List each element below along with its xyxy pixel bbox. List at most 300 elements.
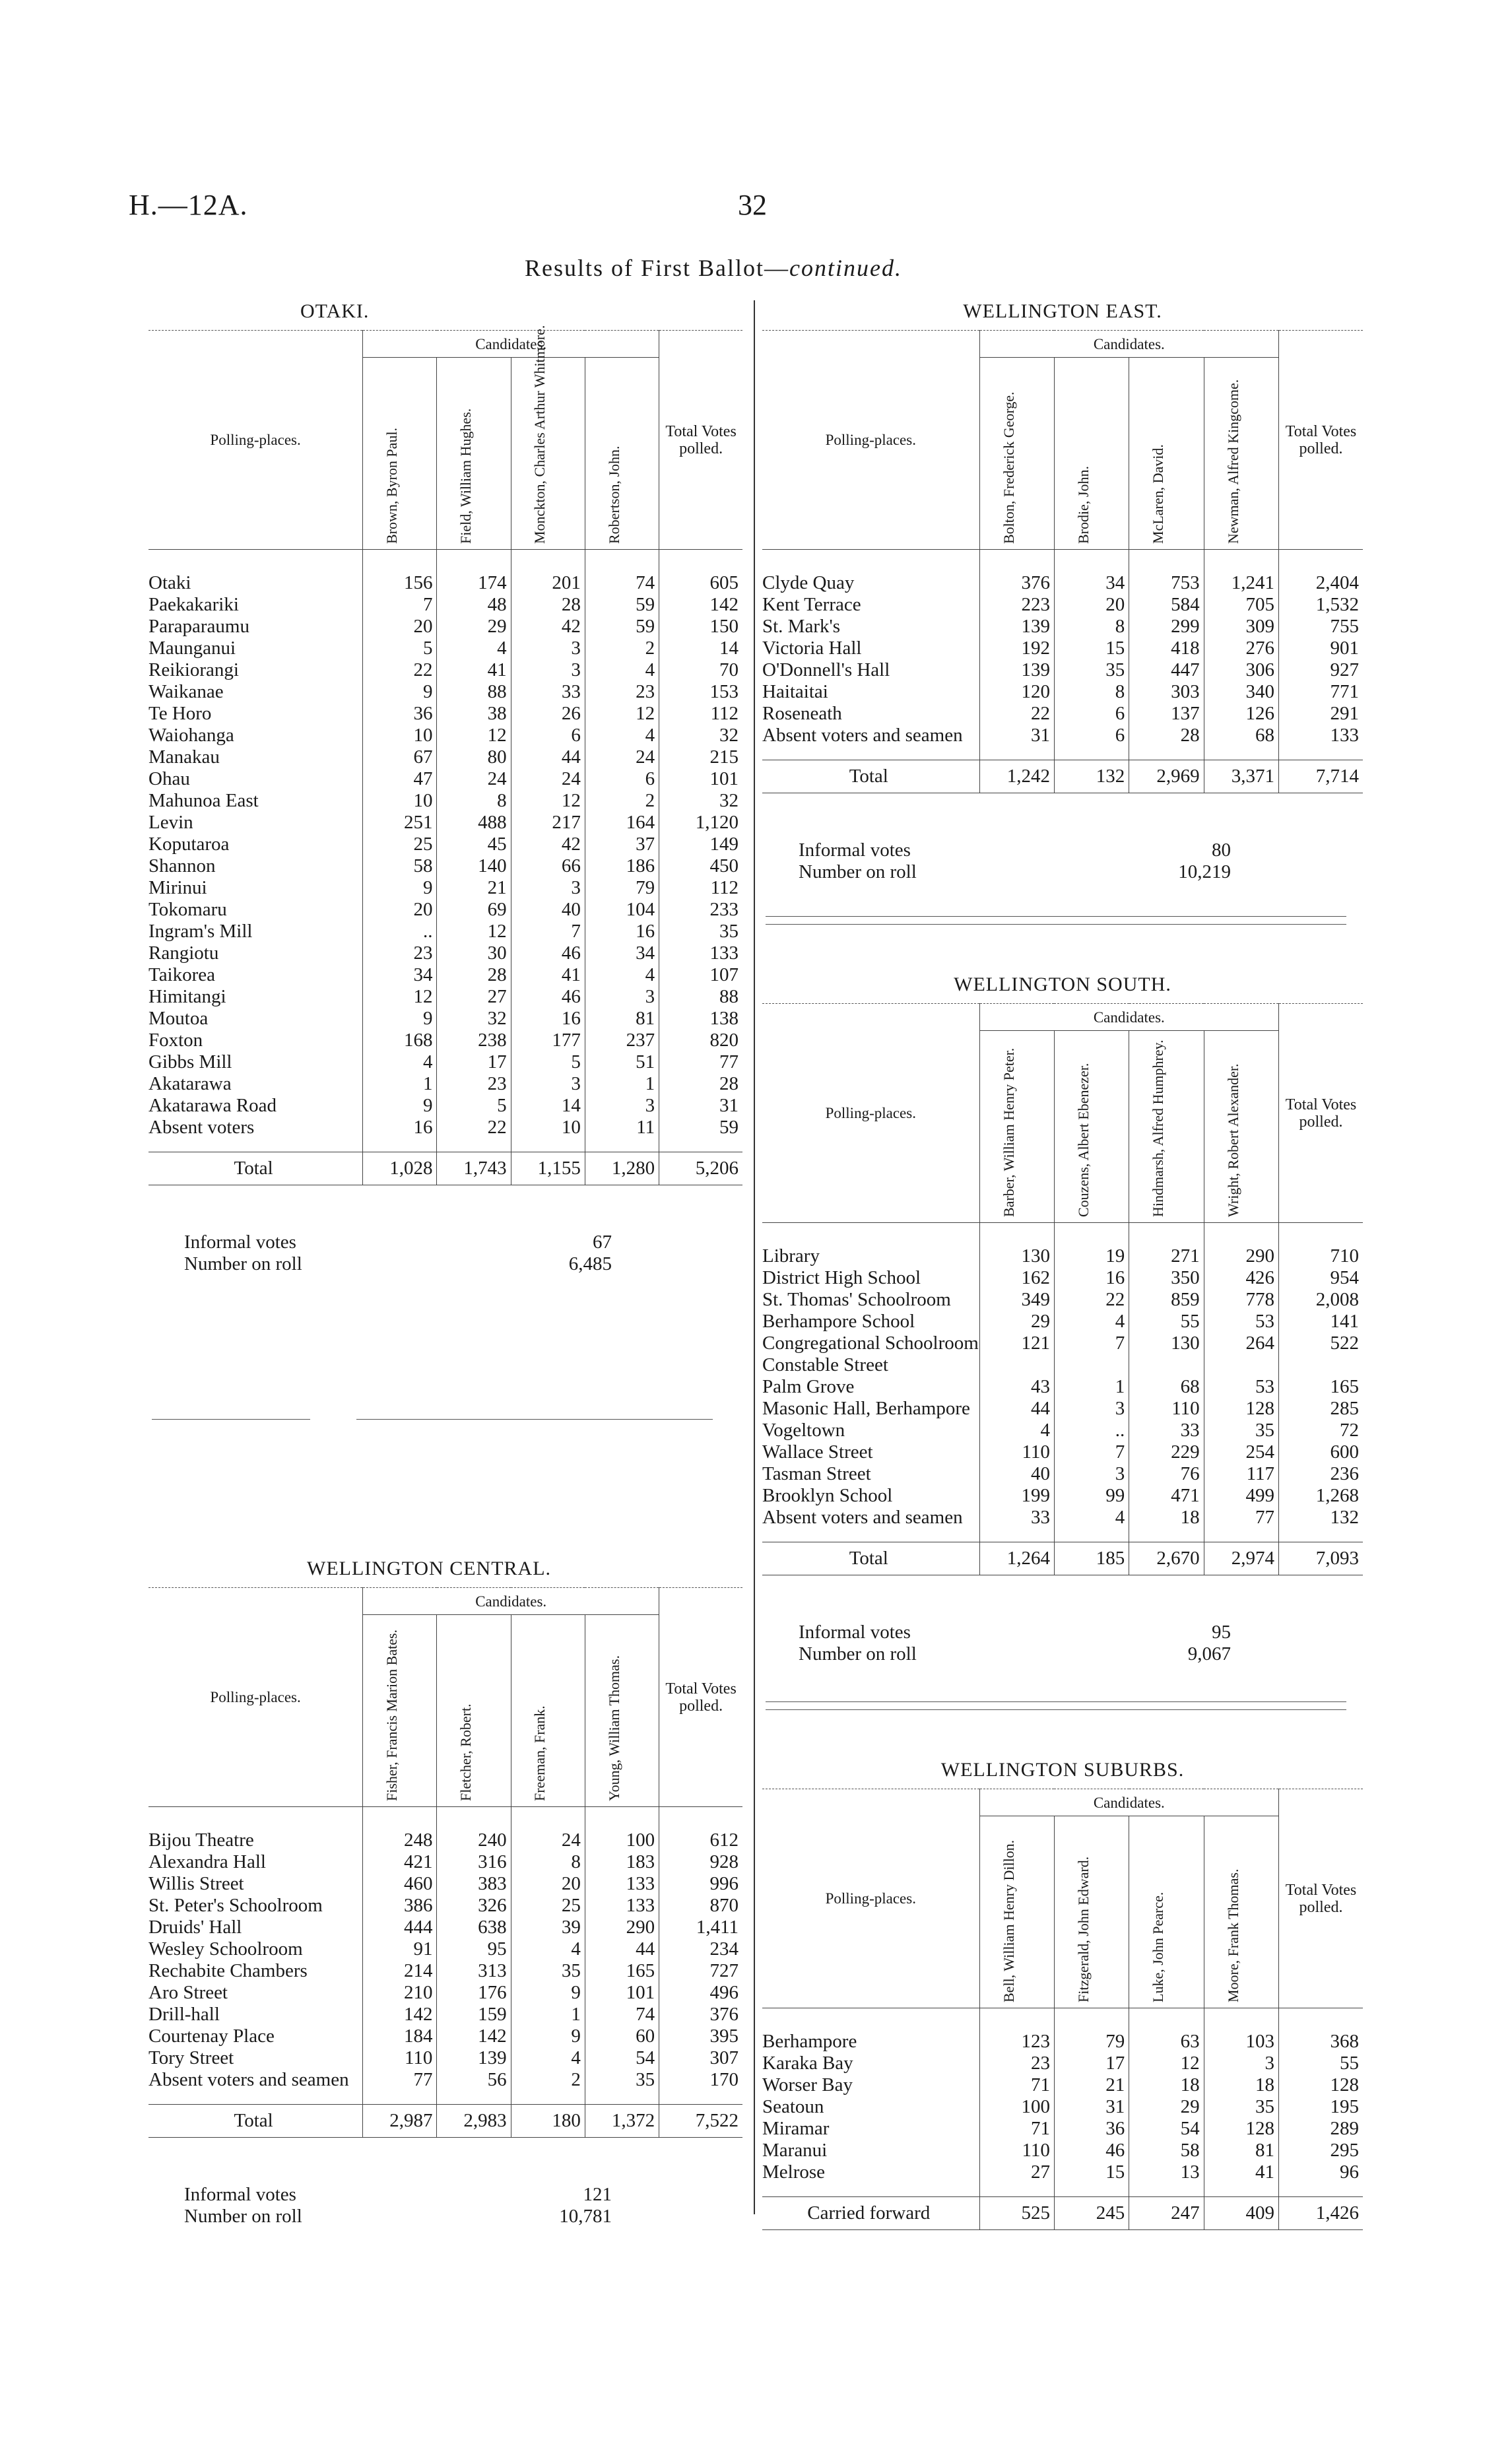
candidate-name: Barber, William Henry Peter.	[979, 1031, 1054, 1223]
vote-count: 1	[511, 2004, 585, 2026]
vote-count: 418	[1129, 638, 1204, 659]
vote-count: 44	[585, 1938, 659, 1960]
candidate-name: Bolton, Frederick George.	[979, 358, 1054, 550]
candidate-name: Fletcher, Robert.	[437, 1615, 511, 1807]
vote-count: 18	[1204, 2074, 1278, 2096]
vote-count: 16	[511, 1008, 585, 1030]
vote-count: 2	[585, 790, 659, 812]
vote-count: 23	[363, 942, 437, 964]
vote-count: 499	[1204, 1485, 1278, 1507]
vote-count: 51	[585, 1051, 659, 1073]
polling-place: Wallace Street	[762, 1441, 873, 1463]
vote-count: 117	[1204, 1463, 1278, 1485]
table-row	[762, 572, 1363, 594]
vote-count: 2	[511, 2069, 585, 2091]
row-total: 291	[1279, 703, 1363, 725]
wellington-east-table	[762, 330, 1363, 793]
candidate-total: 2,983	[437, 2105, 511, 2138]
polling-place: Ohau	[148, 768, 190, 789]
vote-count: 9	[511, 2026, 585, 2047]
vote-count: 36	[1054, 2118, 1129, 2140]
vote-count: 753	[1129, 572, 1204, 594]
candidates-header: Candidates.	[979, 1789, 1278, 1816]
vote-count: 8	[511, 1851, 585, 1873]
page-subtitle: Results of First Ballot—continued.	[525, 255, 902, 281]
vote-count: 9	[511, 1982, 585, 2004]
vote-count: 9	[363, 681, 437, 703]
table-row	[148, 1917, 742, 1938]
vote-count: 9	[363, 1095, 437, 1117]
vote-count: 6	[1054, 703, 1129, 725]
polling-place: Seatoun	[762, 2096, 824, 2117]
polling-place: Te Horo	[148, 703, 212, 724]
vote-count: 58	[363, 855, 437, 877]
vote-count: 3	[1054, 1463, 1129, 1485]
vote-count: 159	[437, 2004, 511, 2026]
vote-count: 165	[585, 1960, 659, 1982]
vote-count: 81	[585, 1008, 659, 1030]
row-total: 112	[659, 703, 742, 725]
electorate-title: WELLINGTON SUBURBS.	[940, 1759, 1185, 1781]
vote-count: 56	[437, 2069, 511, 2091]
candidate-total: 409	[1204, 2197, 1278, 2230]
table-row	[148, 855, 742, 877]
vote-count: 100	[585, 1830, 659, 1851]
row-total: 755	[1279, 616, 1363, 638]
informal-summary	[184, 1232, 612, 1278]
wellington-central-table	[148, 1587, 742, 2138]
table-row	[762, 2031, 1363, 2053]
row-total: 295	[1279, 2140, 1363, 2161]
total-row	[148, 2105, 742, 2138]
grand-total: 7,714	[1279, 760, 1363, 793]
row-total: 1,268	[1279, 1485, 1363, 1507]
row-total: 59	[659, 1117, 742, 1138]
table-row	[148, 1938, 742, 1960]
candidate-total: 1,242	[979, 760, 1054, 793]
row-total: 1,532	[1279, 594, 1363, 616]
vote-count: 29	[979, 1311, 1054, 1333]
row-total: 996	[659, 1873, 742, 1895]
section-rule	[766, 1701, 1346, 1702]
table-row	[148, 790, 742, 812]
row-total: 954	[1279, 1267, 1363, 1289]
row-total: 195	[1279, 2096, 1363, 2118]
row-total: 233	[659, 899, 742, 921]
vote-count: 164	[585, 812, 659, 834]
candidate-total: 2,974	[1204, 1542, 1278, 1575]
vote-count: 77	[363, 2069, 437, 2091]
table-row	[148, 659, 742, 681]
polling-places-header: Polling-places.	[762, 1789, 979, 2008]
polling-place: Maranui	[762, 2140, 828, 2161]
vote-count: 8	[437, 790, 511, 812]
vote-count: 22	[363, 659, 437, 681]
row-total	[1279, 1354, 1363, 1376]
row-total: 70	[659, 659, 742, 681]
vote-count: 20	[511, 1873, 585, 1895]
polling-place: St. Thomas' Schoolroom	[762, 1289, 951, 1310]
vote-count: 22	[437, 1117, 511, 1138]
vote-count: 33	[1129, 1420, 1204, 1441]
row-total: 88	[659, 986, 742, 1008]
candidate-total: 132	[1054, 760, 1129, 793]
vote-count: 29	[437, 616, 511, 638]
vote-count: 584	[1129, 594, 1204, 616]
vote-count: 79	[585, 877, 659, 899]
table-row	[762, 1398, 1363, 1420]
vote-count: 12	[511, 790, 585, 812]
vote-count: 4	[585, 659, 659, 681]
vote-count: 139	[437, 2047, 511, 2069]
vote-count: 54	[1129, 2118, 1204, 2140]
row-total: 928	[659, 1851, 742, 1873]
informal-votes-label: Informal votes	[184, 1232, 296, 1253]
vote-count: 4	[585, 964, 659, 986]
total-votes-header: Total Votes polled.	[659, 1588, 742, 1807]
candidate-name: Bell, William Henry Dillon.	[979, 1816, 1054, 2008]
informal-summary	[799, 1622, 1231, 1668]
vote-count: 229	[1129, 1441, 1204, 1463]
row-total: 32	[659, 790, 742, 812]
polling-place: O'Donnell's Hall	[762, 659, 890, 680]
table-row	[148, 921, 742, 942]
vote-count: 251	[363, 812, 437, 834]
vote-count: 3	[585, 986, 659, 1008]
vote-count: 34	[1054, 572, 1129, 594]
vote-count: 638	[437, 1917, 511, 1938]
table-row	[762, 1485, 1363, 1507]
row-total: 141	[1279, 1311, 1363, 1333]
number-on-roll-label: Number on roll	[799, 1643, 917, 1665]
vote-count	[979, 1354, 1054, 1376]
grand-total: 5,206	[659, 1152, 742, 1185]
vote-count: 54	[585, 2047, 659, 2069]
total-votes-header: Total Votes polled.	[1279, 1789, 1363, 2008]
polling-place: Levin	[148, 812, 193, 833]
total-row	[762, 1542, 1363, 1575]
table-row	[762, 1245, 1363, 1267]
row-total: 236	[1279, 1463, 1363, 1485]
vote-count: 66	[511, 855, 585, 877]
vote-count: 104	[585, 899, 659, 921]
polling-place: Wesley Schoolroom	[148, 1938, 303, 1960]
candidate-name: Couzens, Albert Ebenezer.	[1054, 1031, 1129, 1223]
total-votes-header: Total Votes polled.	[1279, 1004, 1363, 1223]
vote-count: 46	[1054, 2140, 1129, 2161]
candidate-name: Hindmarsh, Alfred Humphrey.	[1129, 1031, 1204, 1223]
section-rule	[766, 916, 1346, 917]
electorate-title: WELLINGTON EAST.	[963, 300, 1162, 322]
vote-count: 778	[1204, 1289, 1278, 1311]
row-total: 133	[659, 942, 742, 964]
candidate-name: Young, William Thomas.	[585, 1615, 659, 1807]
table-row	[148, 2026, 742, 2047]
polling-place: Moutoa	[148, 1008, 209, 1029]
informal-votes-value: 80	[1212, 840, 1231, 861]
polling-place: Berhampore School	[762, 1311, 915, 1332]
table-row	[148, 942, 742, 964]
candidate-name: Freeman, Frank.	[511, 1615, 585, 1807]
vote-count: ..	[1054, 1420, 1129, 1441]
vote-count: 426	[1204, 1267, 1278, 1289]
vote-count: 23	[979, 2053, 1054, 2074]
candidate-total: 1,743	[437, 1152, 511, 1185]
table-row	[148, 1895, 742, 1917]
vote-count: 201	[511, 572, 585, 594]
vote-count: 24	[511, 1830, 585, 1851]
informal-votes-label: Informal votes	[799, 1622, 911, 1643]
polling-place: Kent Terrace	[762, 594, 861, 615]
vote-count: 130	[1129, 1333, 1204, 1354]
vote-count: 91	[363, 1938, 437, 1960]
vote-count: 20	[1054, 594, 1129, 616]
vote-count: 71	[979, 2118, 1054, 2140]
table-row	[148, 899, 742, 921]
vote-count: 460	[363, 1873, 437, 1895]
vote-count: 8	[1054, 681, 1129, 703]
vote-count: 383	[437, 1873, 511, 1895]
polling-place: Absent voters and seamen	[762, 1507, 963, 1528]
table-row	[762, 594, 1363, 616]
candidate-total: 247	[1129, 2197, 1204, 2230]
candidate-name: McLaren, David.	[1129, 358, 1204, 550]
total-label: Total	[148, 1152, 363, 1185]
vote-count: 176	[437, 1982, 511, 2004]
vote-count: 1	[585, 1073, 659, 1095]
vote-count: 248	[363, 1830, 437, 1851]
polling-place: Melrose	[762, 2161, 826, 2183]
row-total: 128	[1279, 2074, 1363, 2096]
section-rule	[766, 1709, 1346, 1710]
informal-summary	[799, 840, 1231, 886]
number-on-roll-value: 10,781	[559, 2206, 612, 2227]
vote-count: 15	[1054, 638, 1129, 659]
polling-place: Waikanae	[148, 681, 224, 702]
vote-count: 44	[979, 1398, 1054, 1420]
candidate-name: Field, William Hughes.	[437, 358, 511, 550]
vote-count: 44	[511, 746, 585, 768]
vote-count: 4	[979, 1420, 1054, 1441]
row-total: 376	[659, 2004, 742, 2026]
vote-count: 316	[437, 1851, 511, 1873]
vote-count: 223	[979, 594, 1054, 616]
vote-count: 110	[979, 2140, 1054, 2161]
table-row	[762, 638, 1363, 659]
table-row	[762, 1463, 1363, 1485]
vote-count: 386	[363, 1895, 437, 1917]
table-row	[148, 681, 742, 703]
polling-place: Ingram's Mill	[148, 921, 253, 942]
row-total: 605	[659, 572, 742, 594]
polling-place: Karaka Bay	[762, 2053, 853, 2074]
vote-count: 128	[1204, 2118, 1278, 2140]
section-rule	[152, 1419, 310, 1420]
polling-place: Absent voters and seamen	[762, 725, 963, 746]
vote-count: 130	[979, 1245, 1054, 1267]
row-total: 14	[659, 638, 742, 659]
vote-count: 5	[511, 1051, 585, 1073]
vote-count: 168	[363, 1030, 437, 1051]
table-row	[148, 1008, 742, 1030]
table-row	[148, 1982, 742, 2004]
vote-count: 4	[511, 1938, 585, 1960]
row-total: 901	[1279, 638, 1363, 659]
vote-count: 326	[437, 1895, 511, 1917]
number-on-roll-label: Number on roll	[184, 2206, 302, 2227]
polling-place: Tokomaru	[148, 899, 227, 920]
vote-count: 23	[437, 1073, 511, 1095]
vote-count: 2	[585, 638, 659, 659]
vote-count: 444	[363, 1917, 437, 1938]
row-total: 870	[659, 1895, 742, 1917]
vote-count: 6	[585, 768, 659, 790]
vote-count: 68	[1129, 1376, 1204, 1398]
polling-place: Mirinui	[148, 877, 207, 898]
vote-count: 471	[1129, 1485, 1204, 1507]
vote-count: 68	[1204, 725, 1278, 746]
vote-count: 156	[363, 572, 437, 594]
total-row	[148, 1152, 742, 1185]
vote-count: 99	[1054, 1485, 1129, 1507]
vote-count: 12	[437, 725, 511, 746]
vote-count: 42	[511, 834, 585, 855]
polling-place: Waiohanga	[148, 725, 234, 746]
row-total: 55	[1279, 2053, 1363, 2074]
vote-count: 309	[1204, 616, 1278, 638]
vote-count: 177	[511, 1030, 585, 1051]
vote-count: 3	[1204, 2053, 1278, 2074]
vote-count: 42	[511, 616, 585, 638]
polling-place: Aro Street	[148, 1982, 228, 2003]
vote-count: 3	[585, 1095, 659, 1117]
candidates-header: Candidates.	[363, 331, 659, 358]
grand-total: 7,093	[1279, 1542, 1363, 1575]
vote-count: 290	[1204, 1245, 1278, 1267]
vote-count: 32	[437, 1008, 511, 1030]
column-divider	[754, 300, 755, 2214]
row-total: 138	[659, 1008, 742, 1030]
row-total: 132	[1279, 1507, 1363, 1529]
row-total: 31	[659, 1095, 742, 1117]
row-total: 28	[659, 1073, 742, 1095]
vote-count: 25	[511, 1895, 585, 1917]
wellington-suburbs-table	[762, 1789, 1363, 2230]
polling-place: Paraparaumu	[148, 616, 249, 637]
table-row	[762, 1289, 1363, 1311]
row-total: 35	[659, 921, 742, 942]
total-votes-header: Total Votes polled.	[1279, 331, 1363, 550]
vote-count: 74	[585, 2004, 659, 2026]
vote-count: 3	[511, 638, 585, 659]
vote-count: 128	[1204, 1398, 1278, 1420]
vote-count: 186	[585, 855, 659, 877]
polling-place: Himitangi	[148, 986, 226, 1007]
candidate-total: 1,028	[363, 1152, 437, 1185]
vote-count: 13	[1129, 2161, 1204, 2183]
vote-count: 35	[1204, 1420, 1278, 1441]
table-row	[148, 638, 742, 659]
row-total: 32	[659, 725, 742, 746]
row-total: 133	[1279, 725, 1363, 746]
vote-count: 23	[585, 681, 659, 703]
polling-place: Congregational Schoolroom	[762, 1333, 979, 1354]
polling-place: Absent voters and seamen	[148, 2069, 349, 2090]
candidate-total: 525	[979, 2197, 1054, 2230]
informal-votes-label: Informal votes	[184, 2184, 296, 2205]
row-total: 153	[659, 681, 742, 703]
table-row	[148, 1960, 742, 1982]
vote-count: 276	[1204, 638, 1278, 659]
vote-count: 40	[511, 899, 585, 921]
vote-count: 60	[585, 2026, 659, 2047]
total-votes-header: Total Votes polled.	[659, 331, 742, 550]
number-on-roll-label: Number on roll	[799, 861, 917, 882]
vote-count: 17	[1054, 2053, 1129, 2074]
vote-count: 88	[437, 681, 511, 703]
candidate-name: Robertson, John.	[585, 358, 659, 550]
vote-count: 5	[437, 1095, 511, 1117]
informal-votes-value: 121	[583, 2184, 612, 2205]
row-total: 142	[659, 594, 742, 616]
table-row	[148, 1051, 742, 1073]
candidate-name: Fisher, Francis Marion Bates.	[363, 1615, 437, 1807]
vote-count: 29	[1129, 2096, 1204, 2118]
vote-count: 12	[363, 986, 437, 1008]
table-row	[148, 812, 742, 834]
polling-place: Brooklyn School	[762, 1485, 893, 1506]
vote-count: 7	[1054, 1441, 1129, 1463]
polling-place: Alexandra Hall	[148, 1851, 266, 1872]
vote-count: 27	[437, 986, 511, 1008]
table-row	[762, 2161, 1363, 2183]
vote-count: 79	[1054, 2031, 1129, 2053]
vote-count: 24	[437, 768, 511, 790]
table-row	[762, 1267, 1363, 1289]
vote-count: 19	[1054, 1245, 1129, 1267]
vote-count: 1	[1054, 1376, 1129, 1398]
polling-place: Tory Street	[148, 2047, 234, 2068]
candidate-name: Brown, Byron Paul.	[363, 358, 437, 550]
vote-count: 76	[1129, 1463, 1204, 1485]
candidate-name: Wright, Robert Alexander.	[1204, 1031, 1278, 1223]
row-total: 112	[659, 877, 742, 899]
polling-place: Tasman Street	[762, 1463, 871, 1484]
vote-count: 53	[1204, 1376, 1278, 1398]
informal-votes-value: 67	[593, 1232, 612, 1253]
vote-count: 12	[437, 921, 511, 942]
candidate-total: 2,670	[1129, 1542, 1204, 1575]
row-total: 165	[1279, 1376, 1363, 1398]
polling-place: Akatarawa	[148, 1073, 232, 1094]
polling-place: Victoria Hall	[762, 638, 862, 659]
vote-count: 271	[1129, 1245, 1204, 1267]
vote-count: 340	[1204, 681, 1278, 703]
vote-count: 9	[363, 877, 437, 899]
vote-count: 77	[1204, 1507, 1278, 1529]
vote-count: 705	[1204, 594, 1278, 616]
vote-count: 31	[979, 725, 1054, 746]
vote-count: 350	[1129, 1267, 1204, 1289]
vote-count: 192	[979, 638, 1054, 659]
document-code: H.—12A.	[129, 189, 248, 221]
vote-count: 25	[363, 834, 437, 855]
vote-count: 95	[437, 1938, 511, 1960]
vote-count: 67	[363, 746, 437, 768]
section-rule	[356, 1419, 713, 1420]
polling-place: Worser Bay	[762, 2074, 853, 2095]
vote-count: 81	[1204, 2140, 1278, 2161]
